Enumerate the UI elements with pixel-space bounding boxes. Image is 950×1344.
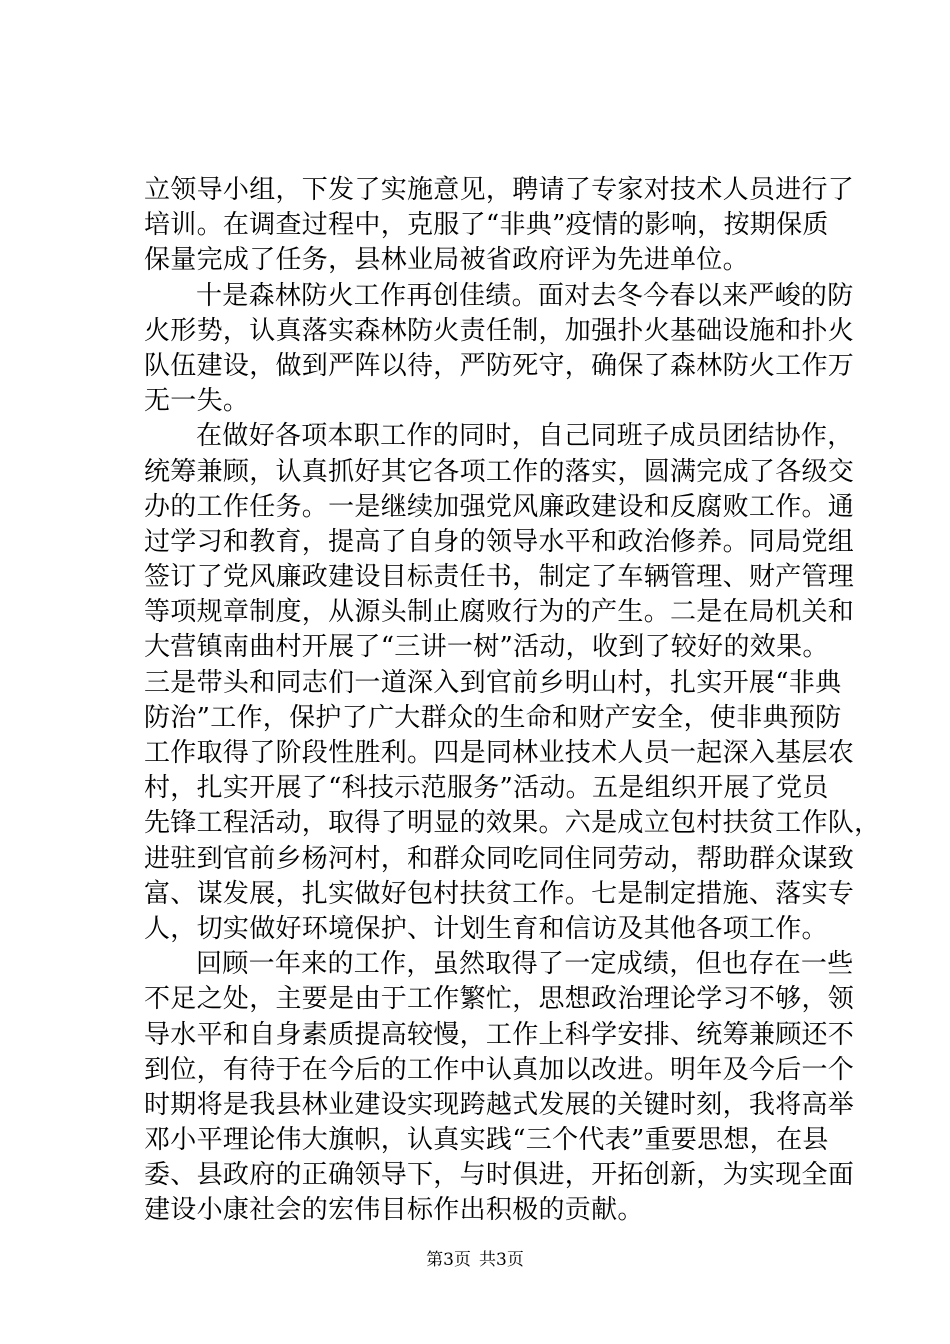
- text-line: 导水平和自身素质提高较慢，工作上科学安排、统筹兼顾还不: [144, 1019, 855, 1050]
- text-line-paragraph-start: 十是森林防火工作再创佳绩。面对去冬今春以来严峻的防: [196, 280, 854, 311]
- text-line: 办的工作任务。一是继续加强党风廉政建设和反腐败工作。通: [144, 491, 855, 522]
- text-line: 等项规章制度，从源头制止腐败行为的产生。二是在局机关和: [144, 597, 855, 628]
- text-line: 签订了党风廉政建设目标责任书，制定了车辆管理、财产管理: [144, 562, 855, 593]
- text-line: 先锋工程活动，取得了明显的效果。六是成立包村扶贫工作队，: [144, 808, 881, 839]
- document-body: [144, 173, 881, 1229]
- text-line: 不足之处，主要是由于工作繁忙，思想政治理论学习不够，领: [144, 984, 855, 1015]
- text-line: 委、县政府的正确领导下，与时俱进，开拓创新，为实现全面: [144, 1160, 855, 1191]
- text-line: 建设小康社会的宏伟目标作出积极的贡献。: [144, 1195, 644, 1226]
- text-line: 大营镇南曲村开展了“三讲一树”活动，收到了较好的效果。: [144, 632, 829, 663]
- page-footer: [0, 1245, 950, 1270]
- text-line: 立领导小组，下发了实施意见，聘请了专家对技术人员进行了: [144, 175, 855, 205]
- text-line: 无一失。: [144, 386, 250, 417]
- text-line: 村，扎实开展了“科技示范服务”活动。五是组织开展了党员: [144, 773, 829, 804]
- text-line: 进驻到官前乡杨河村，和群众同吃同住同劳动，帮助群众谋致: [144, 843, 855, 874]
- text-line: 保量完成了任务，县林业局被省政府评为先进单位。: [144, 245, 749, 276]
- text-line: 统筹兼顾，认真抓好其它各项工作的落实，圆满完成了各级交: [144, 456, 855, 487]
- text-line: 人，切实做好环境保护、计划生育和信访及其他各项工作。: [144, 913, 828, 944]
- text-line-paragraph-start: 在做好各项本职工作的同时，自己同班子成员团结协作，: [196, 421, 854, 452]
- text-line: 队伍建设，做到严阵以待，严防死守，确保了森林防火工作万: [144, 350, 855, 381]
- text-line: 到位，有待于在今后的工作中认真加以改进。明年及今后一个: [144, 1054, 855, 1085]
- page-number: 第3页: [426, 1250, 471, 1270]
- text-line: 富、谋发展，扎实做好包村扶贫工作。七是制定措施、落实专: [144, 878, 855, 909]
- text-line: 培训。在调查过程中，克服了“非典”疫情的影响，按期保质: [144, 210, 829, 241]
- text-line: 邓小平理论伟大旗帜，认真实践“三个代表”重要思想，在县: [144, 1125, 829, 1156]
- page-total: 共3页: [479, 1250, 524, 1270]
- text-line: 三是带头和同志们一道深入到官前乡明山村，扎实开展“非典: [144, 667, 842, 698]
- text-line: 火形势，认真落实森林防火责任制，加强扑火基础设施和扑火: [144, 315, 855, 346]
- text-line: 时期将是我县林业建设实现跨越式发展的关键时刻，我将高举: [144, 1089, 855, 1120]
- text-line: 工作取得了阶段性胜利。四是同林业技术人员一起深入基层农: [144, 738, 855, 768]
- text-line-paragraph-start: 回顾一年来的工作，虽然取得了一定成绩，但也存在一些: [196, 949, 854, 980]
- text-line: 过学习和教育，提高了自身的领导水平和政治修养。同局党组: [144, 526, 855, 557]
- text-line: 防治”工作，保护了广大群众的生命和财产安全，使非典预防: [144, 702, 842, 733]
